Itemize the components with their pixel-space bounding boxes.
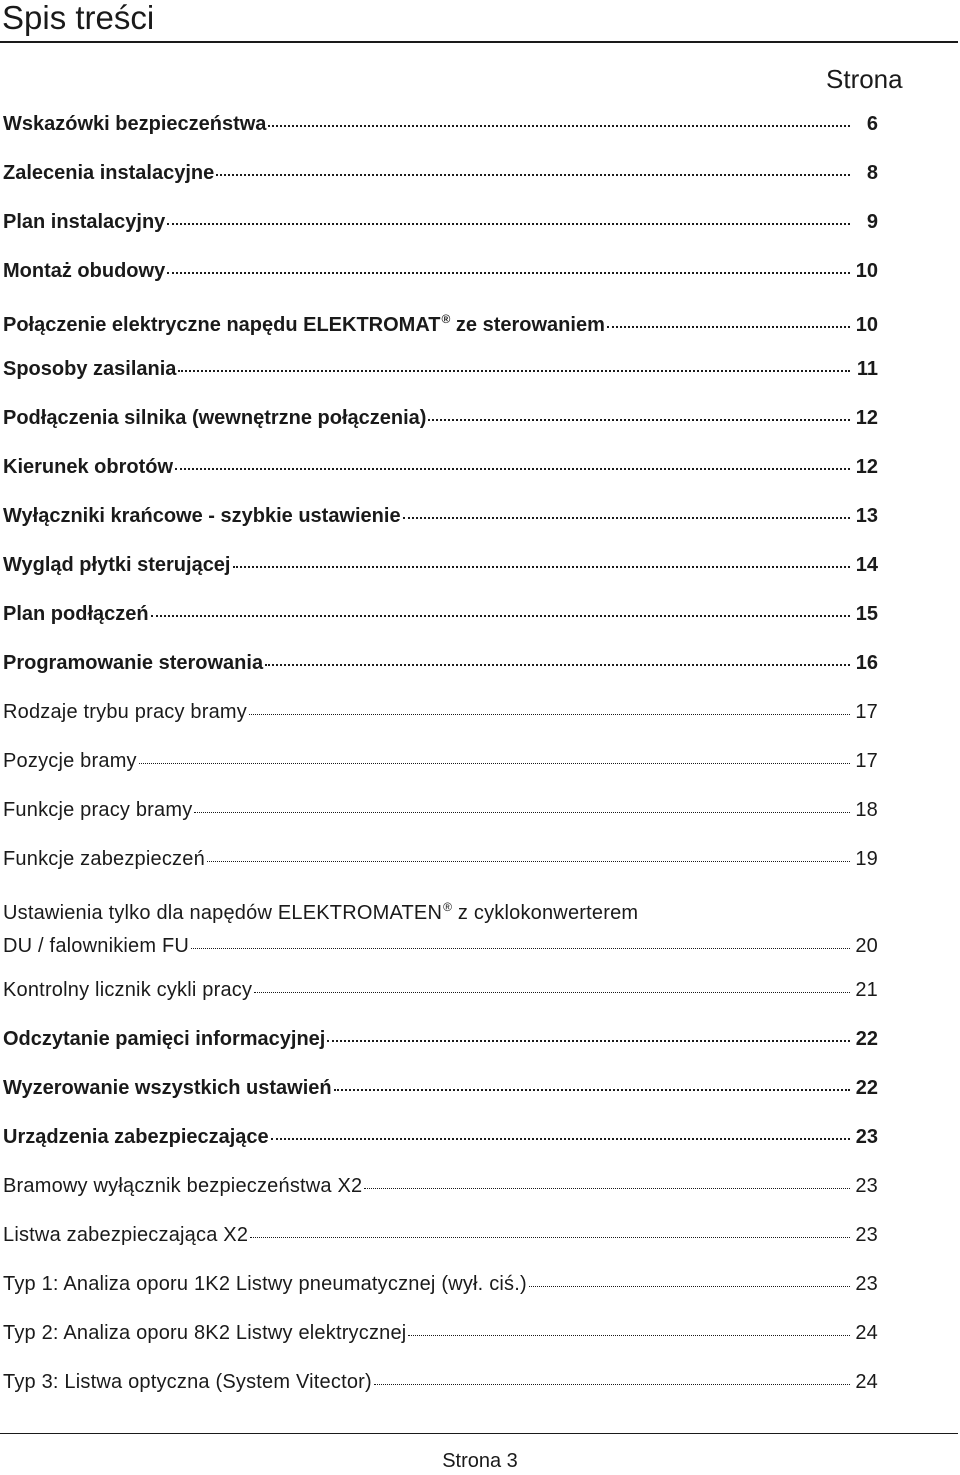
toc-entry-title-text: Wygląd płytki sterującej (3, 554, 231, 576)
toc-entry-title (3, 405, 426, 431)
dot-leader (167, 257, 850, 277)
toc-page-number: 15 (855, 603, 878, 625)
toc-entry-title-text: Kierunek obrotów (3, 456, 174, 478)
toc-entry-title-line1 (3, 894, 878, 926)
dot-leader (250, 1221, 850, 1241)
toc-entry[interactable] (3, 894, 878, 959)
toc-entry[interactable] (3, 600, 878, 627)
dot-leader (529, 1270, 850, 1290)
toc-entry-title (3, 552, 231, 578)
toc-entry-title (3, 977, 252, 1003)
toc-page-number: 21 (855, 979, 878, 1001)
toc-entry[interactable] (3, 502, 878, 529)
dot-leader (374, 1368, 850, 1388)
toc-entry[interactable] (3, 698, 878, 725)
toc-page-number: 10 (855, 314, 878, 336)
toc-page-number: 6 (866, 113, 878, 135)
toc-page-number: 9 (866, 211, 878, 233)
toc-entry-title-text: Plan instalacyjny (3, 211, 166, 233)
toc-entry-title-text: Listwa zabezpieczająca X2 (3, 1224, 249, 1246)
toc-entry[interactable] (3, 159, 878, 186)
toc-entry-title (3, 601, 149, 627)
toc-entry[interactable] (3, 453, 878, 480)
toc-entry-title-text: Plan podłączeń (3, 603, 149, 625)
toc-entry-title (3, 454, 173, 480)
toc-entry[interactable] (3, 355, 878, 382)
dot-leader (364, 1172, 850, 1192)
toc-entry-title-cont: ze sterowaniem (450, 314, 605, 336)
toc-entry-title-text: Funkcje zabezpieczeń (3, 848, 205, 870)
toc-entry[interactable] (3, 404, 878, 431)
title-divider (0, 41, 958, 43)
toc-entry[interactable] (3, 110, 878, 137)
toc-entry[interactable] (3, 1221, 878, 1248)
toc-entry[interactable] (3, 1172, 878, 1199)
dot-leader (194, 796, 850, 816)
toc-entry[interactable] (3, 208, 878, 235)
toc-entry[interactable] (3, 1368, 878, 1395)
toc-entry-title-text: Programowanie sterowania (3, 652, 264, 674)
page-title: Spis treści (2, 0, 155, 36)
toc-page-number: 13 (855, 505, 878, 527)
toc-entry-title (3, 797, 192, 823)
toc-entry[interactable] (3, 551, 878, 578)
toc-entry-title (3, 846, 205, 872)
footer-divider (0, 1433, 958, 1434)
dot-leader (271, 1123, 850, 1143)
toc-page-number: 12 (855, 456, 878, 478)
toc-entry-title (3, 1026, 325, 1052)
toc-entry-title (3, 1271, 527, 1297)
toc-entry[interactable] (3, 796, 878, 823)
toc-entry-title (3, 1075, 332, 1101)
dot-leader (249, 698, 850, 718)
toc-entry[interactable] (3, 1123, 878, 1150)
toc-entry-title: Ustawienia tylko dla napędów ELEKTROMATEN (3, 902, 443, 924)
dot-leader (254, 976, 850, 996)
toc-entry-title (3, 209, 165, 235)
dot-leader (139, 747, 850, 767)
dot-leader (607, 311, 850, 331)
toc-entry-title-text: Wyzerowanie wszystkich ustawień (3, 1077, 332, 1099)
footer-page-number: Strona 3 (442, 1450, 518, 1472)
toc-entry-title (3, 356, 176, 382)
toc-entry-title-cont: z cyklokonwerterem (452, 902, 639, 924)
dot-leader (233, 551, 851, 571)
dot-leader (428, 404, 850, 424)
toc-page-number: 24 (855, 1371, 878, 1393)
toc-entry-title-text: Wyłączniki krańcowe - szybkie ustawienie (3, 505, 401, 527)
toc-entry-title-text: Rodzaje trybu pracy bramy (3, 701, 247, 723)
toc-entry-title-text: Typ 1: Analiza oporu 1K2 Listwy pneumatycznej (wył. ciś.) (3, 1273, 527, 1295)
toc-entry[interactable] (3, 1270, 878, 1297)
toc-entry[interactable] (3, 649, 878, 676)
toc-entry-title-text: Funkcje pracy bramy (3, 799, 193, 821)
toc-entry-title (3, 503, 401, 529)
toc-page-number: 24 (855, 1322, 878, 1344)
registered-mark: ® (441, 312, 451, 326)
dot-leader (178, 355, 850, 375)
toc-entry[interactable] (3, 1025, 878, 1052)
toc-page-number: 10 (855, 260, 878, 282)
dot-leader (327, 1025, 850, 1045)
toc-entry[interactable] (3, 845, 878, 872)
toc-page-number: 11 (856, 358, 878, 380)
toc-page-number: 17 (855, 750, 878, 772)
toc-entry-title (3, 306, 605, 338)
toc-entry-title (3, 111, 266, 137)
toc-page-number: 20 (855, 935, 878, 957)
toc-entry-title-text: Kontrolny licznik cykli pracy (3, 979, 253, 1001)
toc-page-number: 23 (855, 1224, 878, 1246)
toc-entry-title (3, 650, 263, 676)
toc-entry-title (3, 258, 165, 284)
dot-leader (151, 600, 850, 620)
toc-entry-title (3, 1320, 406, 1346)
toc-entry-title-text: Odczytanie pamięci informacyjnej (3, 1028, 326, 1050)
toc-page-number: 8 (866, 162, 878, 184)
toc-page-number: 23 (855, 1175, 878, 1197)
toc-entry-title (3, 699, 247, 725)
dot-leader (268, 110, 850, 130)
toc-entry-title-line2: DU / falownikiem FU (3, 935, 190, 957)
dot-leader (207, 845, 850, 865)
toc-entry-title-text: Bramowy wyłącznik bezpieczeństwa X2 (3, 1175, 363, 1197)
toc-entry-title-text: Podłączenia silnika (wewnętrzne połączenia) (3, 407, 427, 429)
toc-page-number: 14 (855, 554, 878, 576)
dot-leader (167, 208, 850, 228)
toc-entry-title-text: Urządzenia zabezpieczające (3, 1126, 269, 1148)
toc-entry-title-text: Montaż obudowy (3, 260, 166, 282)
toc-entry[interactable] (3, 1074, 878, 1101)
toc-entry-title (3, 748, 137, 774)
toc-entry[interactable] (3, 1319, 878, 1346)
toc-entry-title-text: Sposoby zasilania (3, 358, 177, 380)
dot-leader (216, 159, 850, 179)
toc-page-number: 19 (855, 848, 878, 870)
toc-entry-title-text: Połączenie elektryczne napędu ELEKTROMAT (3, 314, 441, 336)
toc-entry[interactable] (3, 257, 878, 284)
toc-entry[interactable] (3, 306, 878, 338)
toc-entry[interactable] (3, 747, 878, 774)
dot-leader (403, 502, 850, 522)
dot-leader (408, 1319, 850, 1339)
toc-entry-title (3, 1222, 248, 1248)
toc-entry-title-text: Typ 2: Analiza oporu 8K2 Listwy elektrycznej (3, 1322, 407, 1344)
toc-entry-title-text: Wskazówki bezpieczeństwa (3, 113, 267, 135)
toc-entry-title (3, 1369, 372, 1395)
toc-entry[interactable] (3, 976, 878, 1003)
toc-entry-title-text: Zalecenia instalacyjne (3, 162, 215, 184)
toc-page-number: 17 (855, 701, 878, 723)
toc-page-number: 12 (855, 407, 878, 429)
toc-entry-title-text: Pozycje bramy (3, 750, 137, 772)
toc-page-number: 16 (855, 652, 878, 674)
registered-mark: ® (443, 900, 453, 914)
dot-leader (265, 649, 850, 669)
toc-page-number: 23 (855, 1126, 878, 1148)
dot-leader (191, 932, 850, 952)
toc-page-number: 22 (855, 1028, 878, 1050)
page-column-header: Strona (826, 64, 903, 94)
toc-entry-title (3, 160, 214, 186)
toc-page-number: 23 (855, 1273, 878, 1295)
toc-page-number: 18 (855, 799, 878, 821)
dot-leader (334, 1074, 850, 1094)
dot-leader (175, 453, 850, 473)
toc-page-number: 22 (855, 1077, 878, 1099)
toc-entry-title-text: Typ 3: Listwa optyczna (System Vitector) (3, 1371, 372, 1393)
toc-entry-title (3, 1124, 269, 1150)
toc-entry-title (3, 1173, 362, 1199)
